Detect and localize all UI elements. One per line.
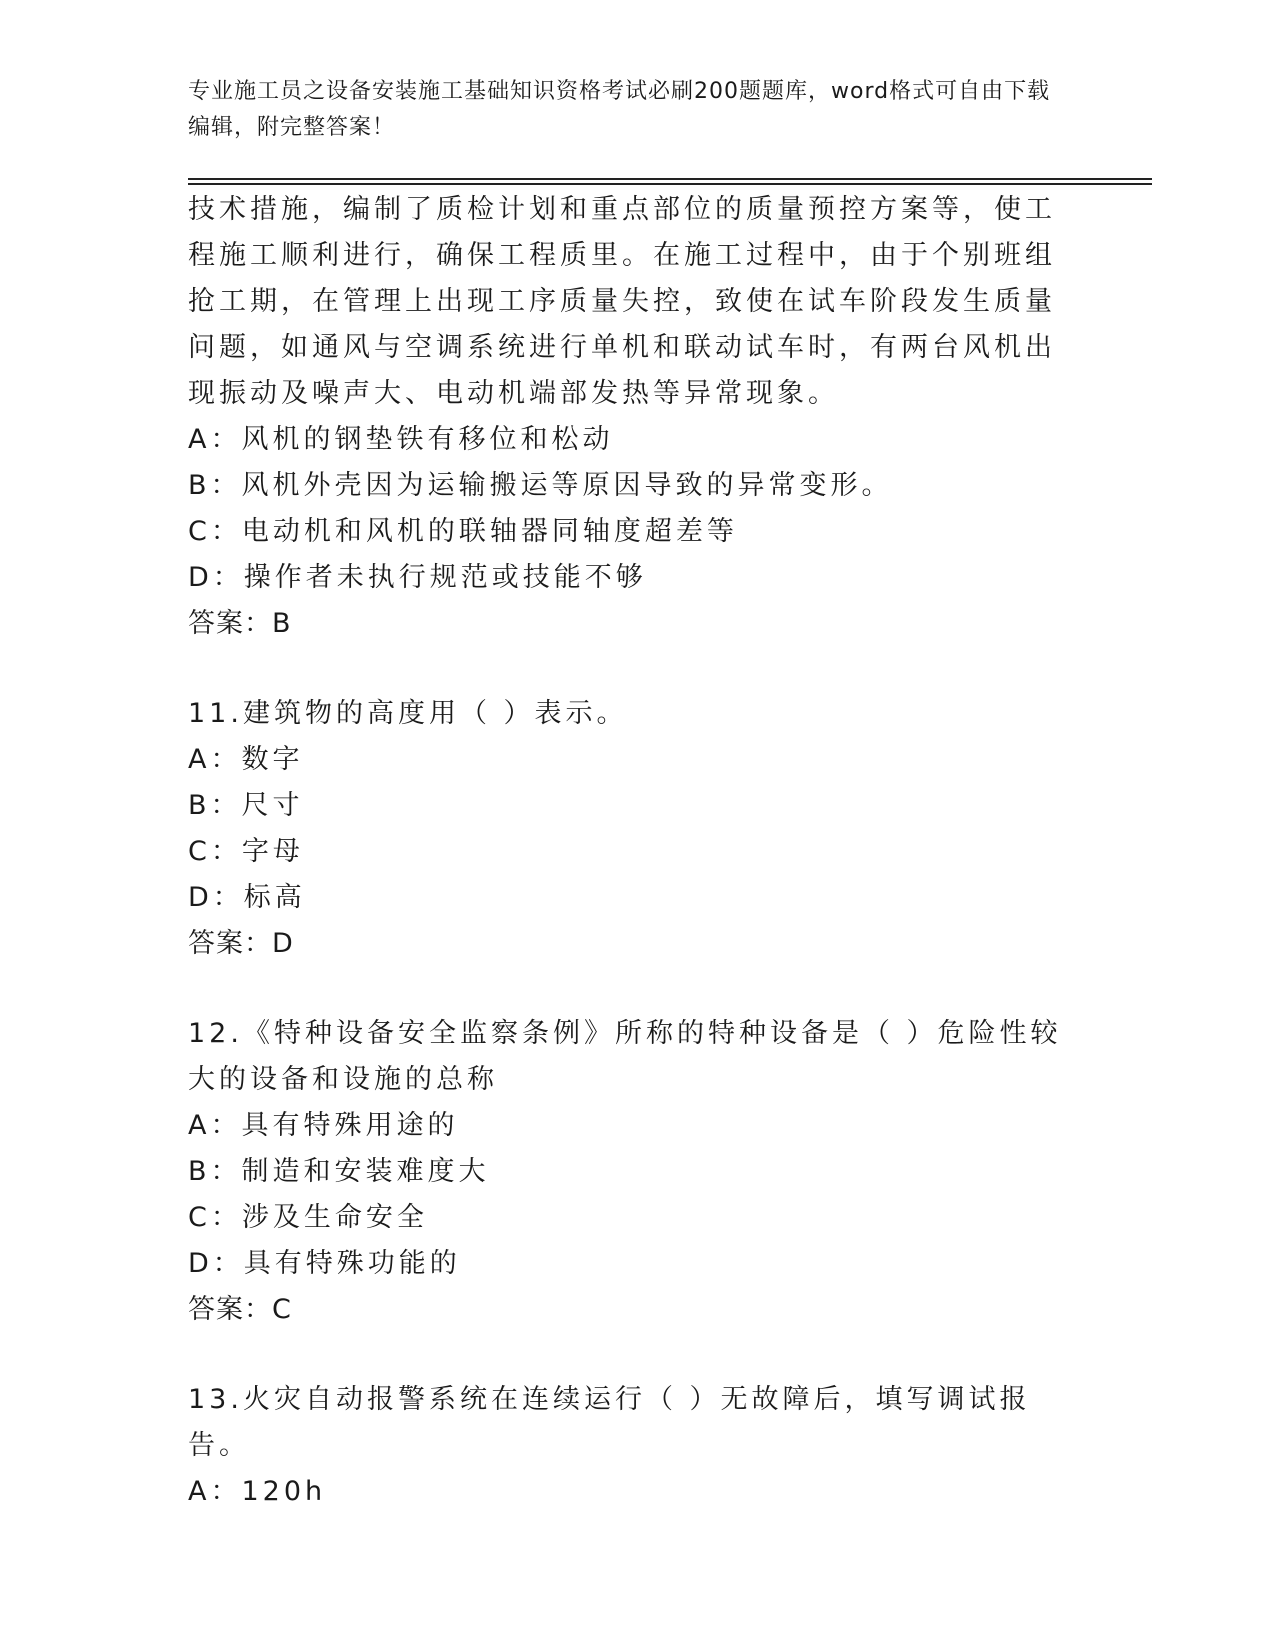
option-a: A：120h [188,1476,327,1507]
header-rule-bottom [188,183,1152,185]
option-b: B：风机外壳因为运输搬运等原因导致的异常变形。 [188,470,893,501]
question-12-text: 12.《特种设备安全监察条例》所称的特种设备是（ ）危险性较大的设备和设施的总称 [188,1018,1062,1095]
question-list [188,187,1068,1515]
option-d: D：具有特殊功能的 [188,1248,461,1279]
option-b: B：制造和安装难度大 [188,1156,490,1187]
question-10 [188,187,1068,647]
option-c: C：字母 [188,836,304,867]
document-header-title: 专业施工员之设备安装施工基础知识资格考试必刷200题题库，word格式可自由下载编辑，附完整答案！ [188,79,1051,140]
option-c: C：电动机和风机的联轴器同轴度超差等 [188,516,738,547]
option-a: A：数字 [188,744,304,775]
spacer [188,967,1068,1011]
option-b: B：尺寸 [188,790,304,821]
option-a: A：具有特殊用途的 [188,1110,459,1141]
question-11-text: 11.建筑物的高度用（ ）表示。 [188,698,628,729]
question-12 [188,1011,1068,1333]
option-c: C：涉及生命安全 [188,1202,428,1233]
spacer [188,647,1068,691]
option-d: D：标高 [188,882,306,913]
answer-label: 答案：D [188,928,294,959]
header-rule-top [188,178,1152,180]
option-a: A：风机的钢垫铁有移位和松动 [188,424,614,455]
question-13 [188,1377,1068,1515]
answer-label: 答案：C [188,1294,292,1325]
question-13-text: 13.火灾自动报警系统在连续运行（ ）无故障后，填写调试报告。 [188,1384,1031,1461]
question-11 [188,691,1068,967]
question-10-text: 技术措施，编制了质检计划和重点部位的质量预控方案等，使工程施工顺利进行，确保工程质里。在施工过程中，由于个别班组抢工期，在管理上出现工序质量失控，致使在试车阶段发生质量问题，如通风与空调系统进行单机和联动试车时，有两台风机出现振动及噪声大、电动机端部发热等异常现象。 [188,194,1056,409]
spacer [188,1333,1068,1377]
answer-label: 答案：B [188,608,292,639]
option-d: D：操作者未执行规范或技能不够 [188,562,647,593]
